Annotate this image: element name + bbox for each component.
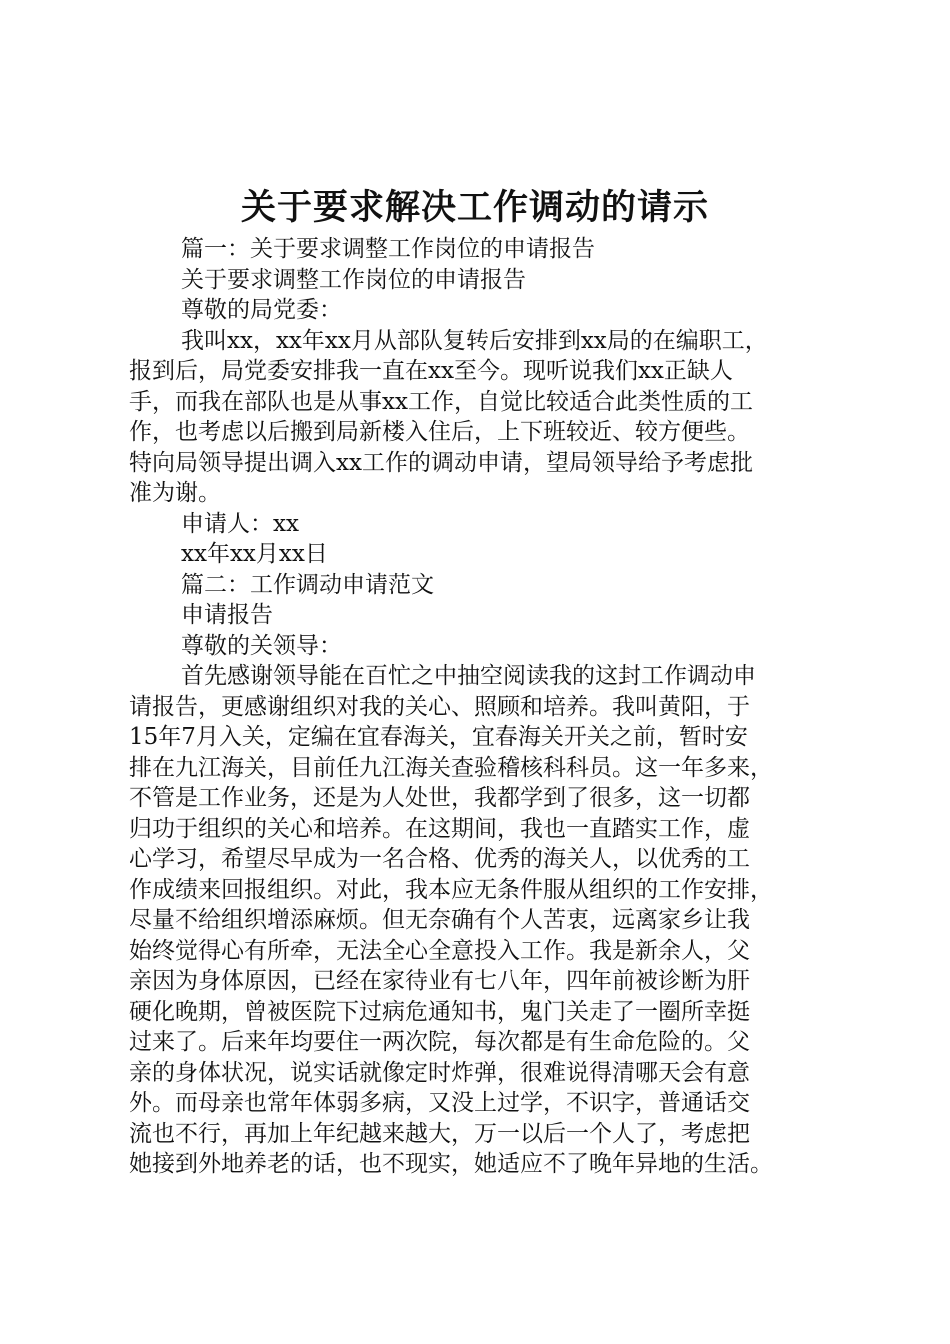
paragraph-line: 不管是工作业务，还是为人处世，我都学到了很多，这一切都 (129, 785, 750, 811)
paragraph-line: 她接到外地养老的话，也不现实，她适应不了晚年异地的生活。 (129, 1151, 773, 1177)
paragraph-line: 尊敬的局党委： (181, 297, 342, 323)
paragraph-line: 亲的身体状况，说实话就像定时炸弹，很难说得清哪天会有意 (129, 1059, 750, 1086)
paragraph-line: 外。而母亲也常年体弱多病，又没上过学，不识字，普通话交 (129, 1090, 750, 1116)
paragraph-line: 尊敬的关领导： (181, 632, 342, 659)
paragraph-line: 报到后，局党委安排我一直在xx至今。现听说我们xx正缺人 (129, 358, 733, 384)
paragraph-line: 手，而我在部队也是从事xx工作，自觉比较适合此类性质的工 (129, 388, 753, 415)
paragraph-line: 始终觉得心有所牵，无法全心全意投入工作。我是新余人，父 (129, 937, 750, 964)
paragraph-line: 关于要求调整工作岗位的申请报告 (181, 266, 526, 293)
document-title: 关于要求解决工作调动的请示 (240, 188, 709, 228)
document-body (129, 234, 841, 1180)
paragraph-line: 请报告，更感谢组织对我的关心、照顾和培养。我叫黄阳，于 (129, 693, 750, 720)
paragraph-line: 心学习，希望尽早成为一名合格、优秀的海关人，以优秀的工 (129, 846, 750, 872)
paragraph-line: 硬化晚期，曾被医院下过病危通知书，鬼门关走了一圈所幸挺 (129, 998, 750, 1025)
paragraph-line: 准为谢。 (129, 480, 221, 506)
paragraph-line: xx年xx月xx日 (181, 541, 328, 567)
paragraph-line: 篇一：关于要求调整工作岗位的申请报告 (181, 236, 595, 262)
paragraph-line: 我叫xx，xx年xx月从部队复转后安排到xx局的在编职工， (181, 327, 768, 354)
paragraph-line: 篇二：工作调动申请范文 (181, 571, 434, 598)
paragraph-line: 15年7月入关，定编在宜春海关，宜春海关开关之前，暂时安 (129, 724, 748, 750)
paragraph-line: 过来了。后来年均要住一两次院，每次都是有生命危险的。父 (129, 1029, 750, 1055)
paragraph-line: 首先感谢领导能在百忙之中抽空阅读我的这封工作调动申 (181, 663, 756, 689)
paragraph-line: 归功于组织的关心和培养。在这期间，我也一直踏实工作，虚 (129, 815, 750, 842)
paragraph-line: 作，也考虑以后搬到局新楼入住后，上下班较近、较方便些。 (129, 419, 750, 445)
paragraph-line: 作成绩来回报组织。对此，我本应无条件服从组织的工作安排， (129, 876, 773, 903)
paragraph-line: 特向局领导提出调入xx工作的调动申请，望局领导给予考虑批 (129, 449, 753, 476)
paragraph-line: 排在九江海关，目前任九江海关查验稽核科科员。这一年多来， (129, 754, 773, 781)
paragraph-line: 尽量不给组织增添麻烦。但无奈确有个人苦衷，远离家乡让我 (129, 907, 750, 933)
paragraph-line: 流也不行，再加上年纪越来越大，万一以后一个人了，考虑把 (129, 1120, 750, 1147)
paragraph-line: 申请报告 (181, 602, 273, 628)
paragraph-line: 亲因为身体原因，已经在家待业有七八年，四年前被诊断为肝 (129, 968, 750, 994)
paragraph-line: 申请人：xx (181, 510, 299, 537)
